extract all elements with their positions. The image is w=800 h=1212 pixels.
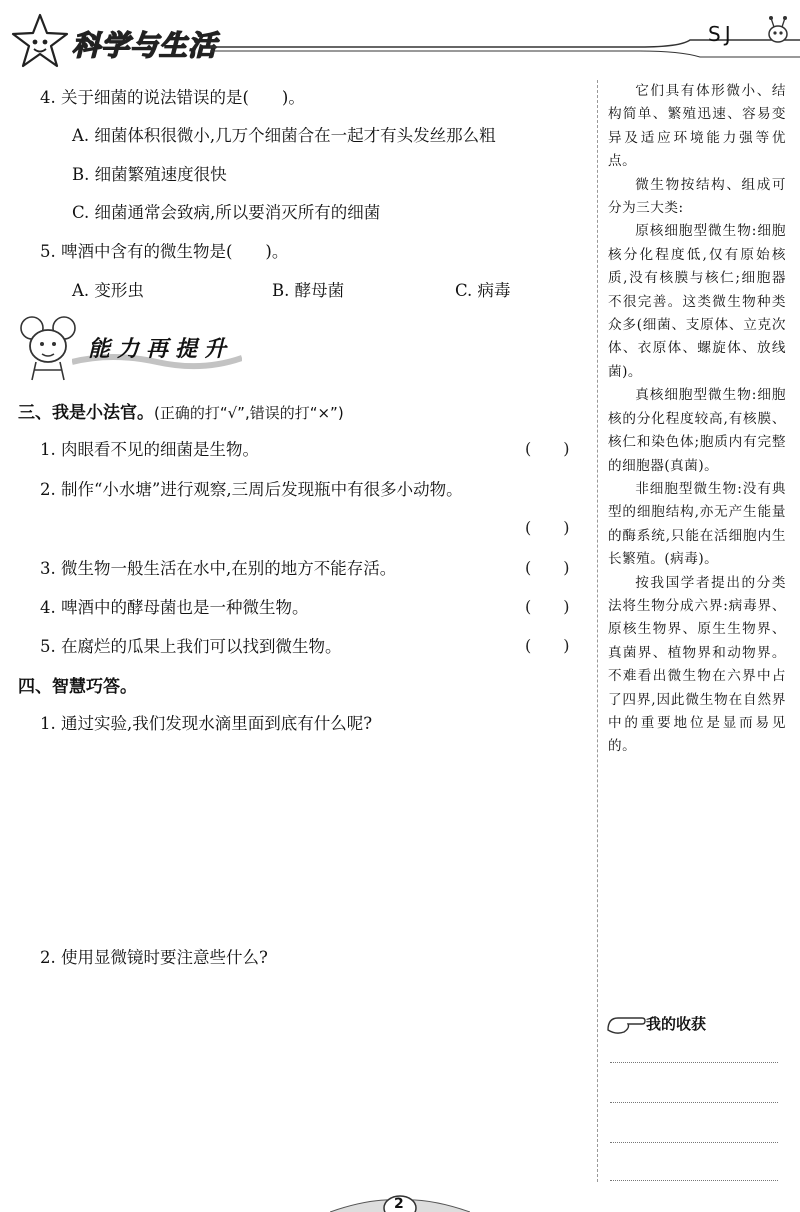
sidebar-paragraph: 微生物按结构、组成可分为三大类: [608,176,786,217]
sidebar-paragraph: 真核细胞型微生物:细胞核的分化程度较高,有核膜、核仁和染色体;胞质内有完整的细胞器(真菌)。 [608,387,786,474]
judge-item-3: 3. 微生物一般生活在水中,在别的地方不能存活。 [40,559,397,578]
harvest-line[interactable] [610,1062,778,1063]
judge-answer-5[interactable]: ( ) [525,636,570,655]
harvest-line[interactable] [610,1142,778,1143]
section-3-heading: 三、我是小法官。 [18,403,154,423]
sidebar-paragraph: 按我国学者提出的分类法将生物分成六界:病毒界、原核生物界、原生生物界、真菌界、植物界和动物界。不难看出微生物在六界中占了四界,因此微生物在自然界中的重要地位是显而易见的。 [608,574,786,755]
judge-answer-1[interactable]: ( ) [525,439,570,458]
sidebar-paragraph: 它们具有体形微小、结构简单、繁殖迅速、容易变异及适应环境能力强等优点。 [608,83,786,170]
harvest-label: 我的收获 [646,1015,707,1033]
question-5-option-c: C. 病毒 [455,281,511,300]
header-code: SJ [708,22,735,46]
answer-area-1[interactable] [40,740,580,930]
ability-banner [12,312,242,384]
question-5-option-b: B. 酵母菌 [272,281,345,300]
judge-item-5: 5. 在腐烂的瓜果上我们可以找到微生物。 [40,637,342,656]
judge-item-2: 2. 制作“小水塘”进行观察,三周后发现瓶中有很多小动物。 [40,480,463,499]
question-4-option-a: A. 细菌体积很微小,几万个细菌合在一起才有头发丝那么粗 [72,126,496,145]
judge-answer-2[interactable]: ( ) [525,518,570,537]
banner-text: 能力再提升 [88,337,234,362]
column-divider [597,80,598,1182]
judge-item-1: 1. 肉眼看不见的细菌是生物。 [40,440,259,459]
sidebar-paragraph: 非细胞型微生物:没有典型的细胞结构,亦无产生能量的酶系统,只能在活细胞内生长繁殖。(病毒)。 [608,480,786,568]
section-3-title [18,398,344,423]
page-number: 2 [394,1196,404,1212]
question-4-option-b: B. 细菌繁殖速度很快 [72,165,227,184]
sidebar-paragraph: 原核细胞型微生物:细胞核分化程度低,仅有原始核质,没有核膜与核仁;细胞器不很完善。这类微生物种类众多(细菌、支原体、立克次体、衣原体、螺旋体、放线菌)。 [608,223,786,380]
header [0,0,800,80]
star-mascot-icon [10,12,70,72]
harvest-line[interactable] [610,1102,778,1103]
alien-icon [764,14,792,48]
harvest-header [606,1010,786,1038]
section-3-note: (正确的打“√”,错误的打“×”) [154,404,344,422]
header-title: 科学与生活 [72,29,218,62]
judge-answer-3[interactable]: ( ) [525,558,570,577]
section-4-title: 四、智慧巧答。 [18,677,137,697]
judge-answer-4[interactable]: ( ) [525,597,570,616]
answer-question-1: 1. 通过实验,我们发现水滴里面到底有什么呢? [40,714,373,733]
question-4: 4. 关于细菌的说法错误的是( )。 [40,88,305,107]
harvest-line[interactable] [610,1180,778,1181]
question-5-option-a: A. 变形虫 [72,281,144,300]
answer-question-2: 2. 使用显微镜时要注意些什么? [40,948,268,967]
page-footer [330,1192,470,1212]
pointing-hand-icon [606,1012,646,1036]
question-4-option-c: C. 细菌通常会致病,所以要消灭所有的细菌 [72,203,381,222]
answer-area-2[interactable] [40,975,580,1175]
mouse-icon [12,312,84,384]
question-5: 5. 啤酒中含有的微生物是( )。 [40,242,289,261]
judge-item-4: 4. 啤酒中的酵母菌也是一种微生物。 [40,598,309,617]
sidebar-notes [608,80,786,759]
